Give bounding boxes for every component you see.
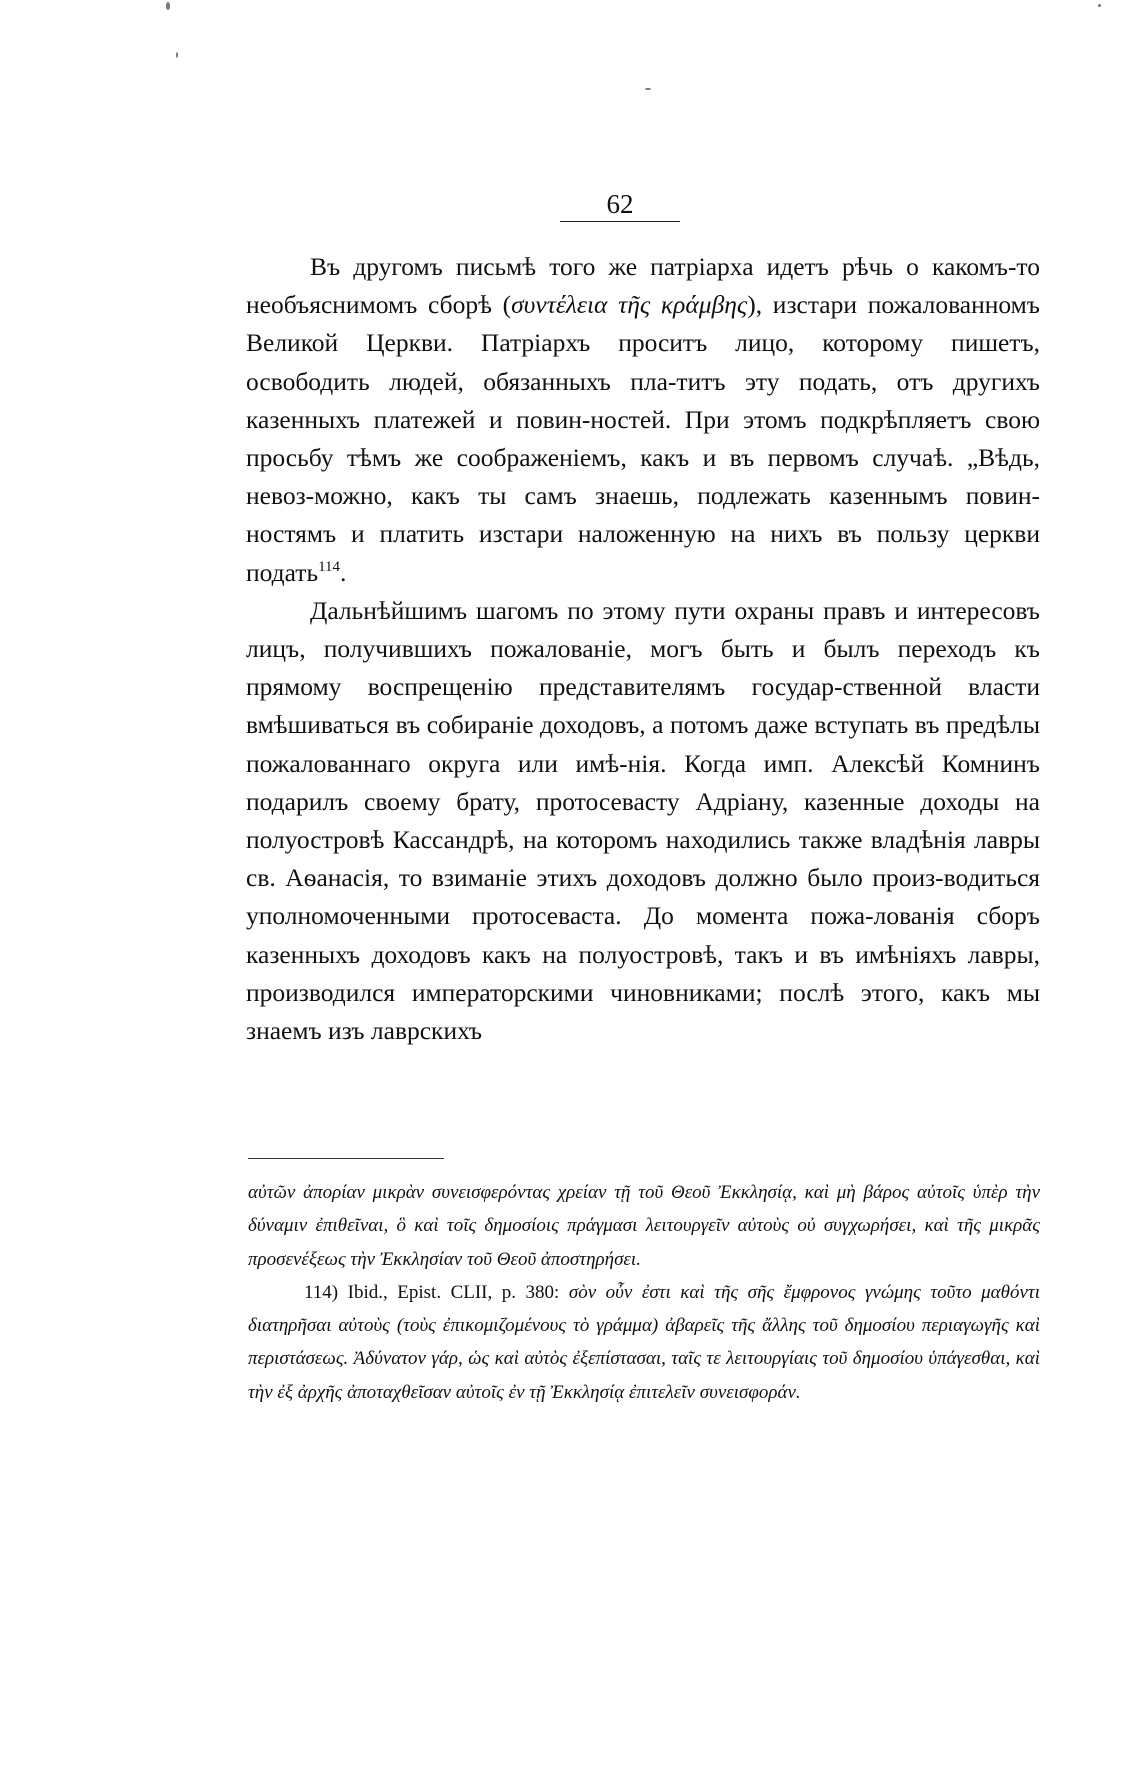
paragraph-1-text-a: Въ другомъ письмѣ того же патріарха идетъ рѣчь о какомъ-то необъяснимомъ сборѣ ( [246, 252, 1040, 320]
scan-speck [1098, 4, 1101, 7]
footnote-114 [248, 1276, 1040, 1409]
footnote-114-greek: σὸν οὖν ἐστι καὶ τῆς σῆς ἔμφρονος γνώμης τοῦτο μαθόντι διατηρῆσαι αὐτοὺς (τοὺς ἐπικομιζομένους τὸ γράμμα) ἀβαρεῖς τῆς ἄλλης τοῦ δημοσίου περιαγωγῆς καὶ περιστάσεως. Ἀδύνατον γάρ, ὡς καὶ αὐτὸς ἐξεπίστασαι, ταῖς τε λειτουργίαις τοῦ δημοσίου ὑπάγεσθαι, καὶ τὴν ἐξ ἀρχῆς ἀποταχθεῖσαν αὐτοῖς ἐν τῇ Ἐκκλησίᾳ ἐπιτελεῖν συνεισφοράν. [248, 1281, 1041, 1403]
scan-speck [166, 2, 170, 10]
paragraph-1-text-c: . [340, 557, 347, 587]
footnote-continuation: αὐτῶν ἀπορίαν μικρὰν συνεισφερόντας χρείαν τῇ τοῦ Θεοῦ Ἐκκλησίᾳ, καὶ μὴ βάρος αὐτοῖς ὑπὲρ τὴν δύναμιν ἐπιθεῖναι, ὃ καὶ τοῖς δημοσίοις πράγμασι λειτουργεῖν αὐτοὺς οὐ συγχωρήσει, καὶ τῆς μικρᾶς προσενέξεως τὴν Ἐκκλησίαν τοῦ Θεοῦ ἀποστηρήσει. [248, 1182, 1040, 1270]
footnote-separator [248, 1158, 444, 1159]
main-text [246, 248, 1040, 1050]
paragraph-1-text-b: ), изстари пожалованномъ Великой Церкви. Патріархъ проситъ лицо, которому пишетъ, освободить людей, обязанныхъ пла-титъ эту подать, отъ другихъ казенныхъ платежей и повин-ностей. При этомъ подкрѣпляетъ свою просьбу тѣмъ же соображеніемъ, какъ и въ первомъ случаѣ. „Вѣдь, невоз-можно, какъ ты самъ знаешь, подлежать казеннымъ повин-ностямъ и платить изстари наложенную на нихъ въ пользу церкви подать [246, 290, 1040, 587]
footnote-114-ref: 114) Ibid., Epist. CLII, p. 380: [304, 1281, 560, 1303]
paragraph-1 [246, 248, 1040, 592]
scan-speck [645, 88, 651, 90]
page-number: 62 [606, 189, 634, 219]
scan-speck [176, 52, 178, 58]
greek-term: συντέλεια τῆς κράμβης [511, 290, 748, 320]
paragraph-2: Дальнѣйшимъ шагомъ по этому пути охраны правъ и интересовъ лицъ, получившихъ пожалованіе, могъ быть и былъ переходъ къ прямому воспрещенію представителямъ государ-ственной власти вмѣшиваться въ собираніе доходовъ, а потомъ даже вступать въ предѣлы пожалованнаго округа или имѣ-нія. Когда имп. Алексѣй Комнинъ подарилъ своему брату, протосевасту Адріану, казенные доходы на полуостровѣ Кассандрѣ, на которомъ находились также владѣнія лавры св. Аѳанасія, то взиманіе этихъ доходовъ должно было произ-водиться уполномоченными протосеваста. До момента пожа-лованія сборъ казенныхъ доходовъ какъ на полуостровѣ, такъ и въ имѣніяхъ лавры, производился императорскими чиновниками; послѣ этого, какъ мы знаемъ изъ лаврскихъ [246, 595, 1040, 1046]
footnotes [248, 1176, 1040, 1409]
footnote-ref-114: 114 [318, 558, 341, 575]
page-number-rule [560, 221, 680, 222]
